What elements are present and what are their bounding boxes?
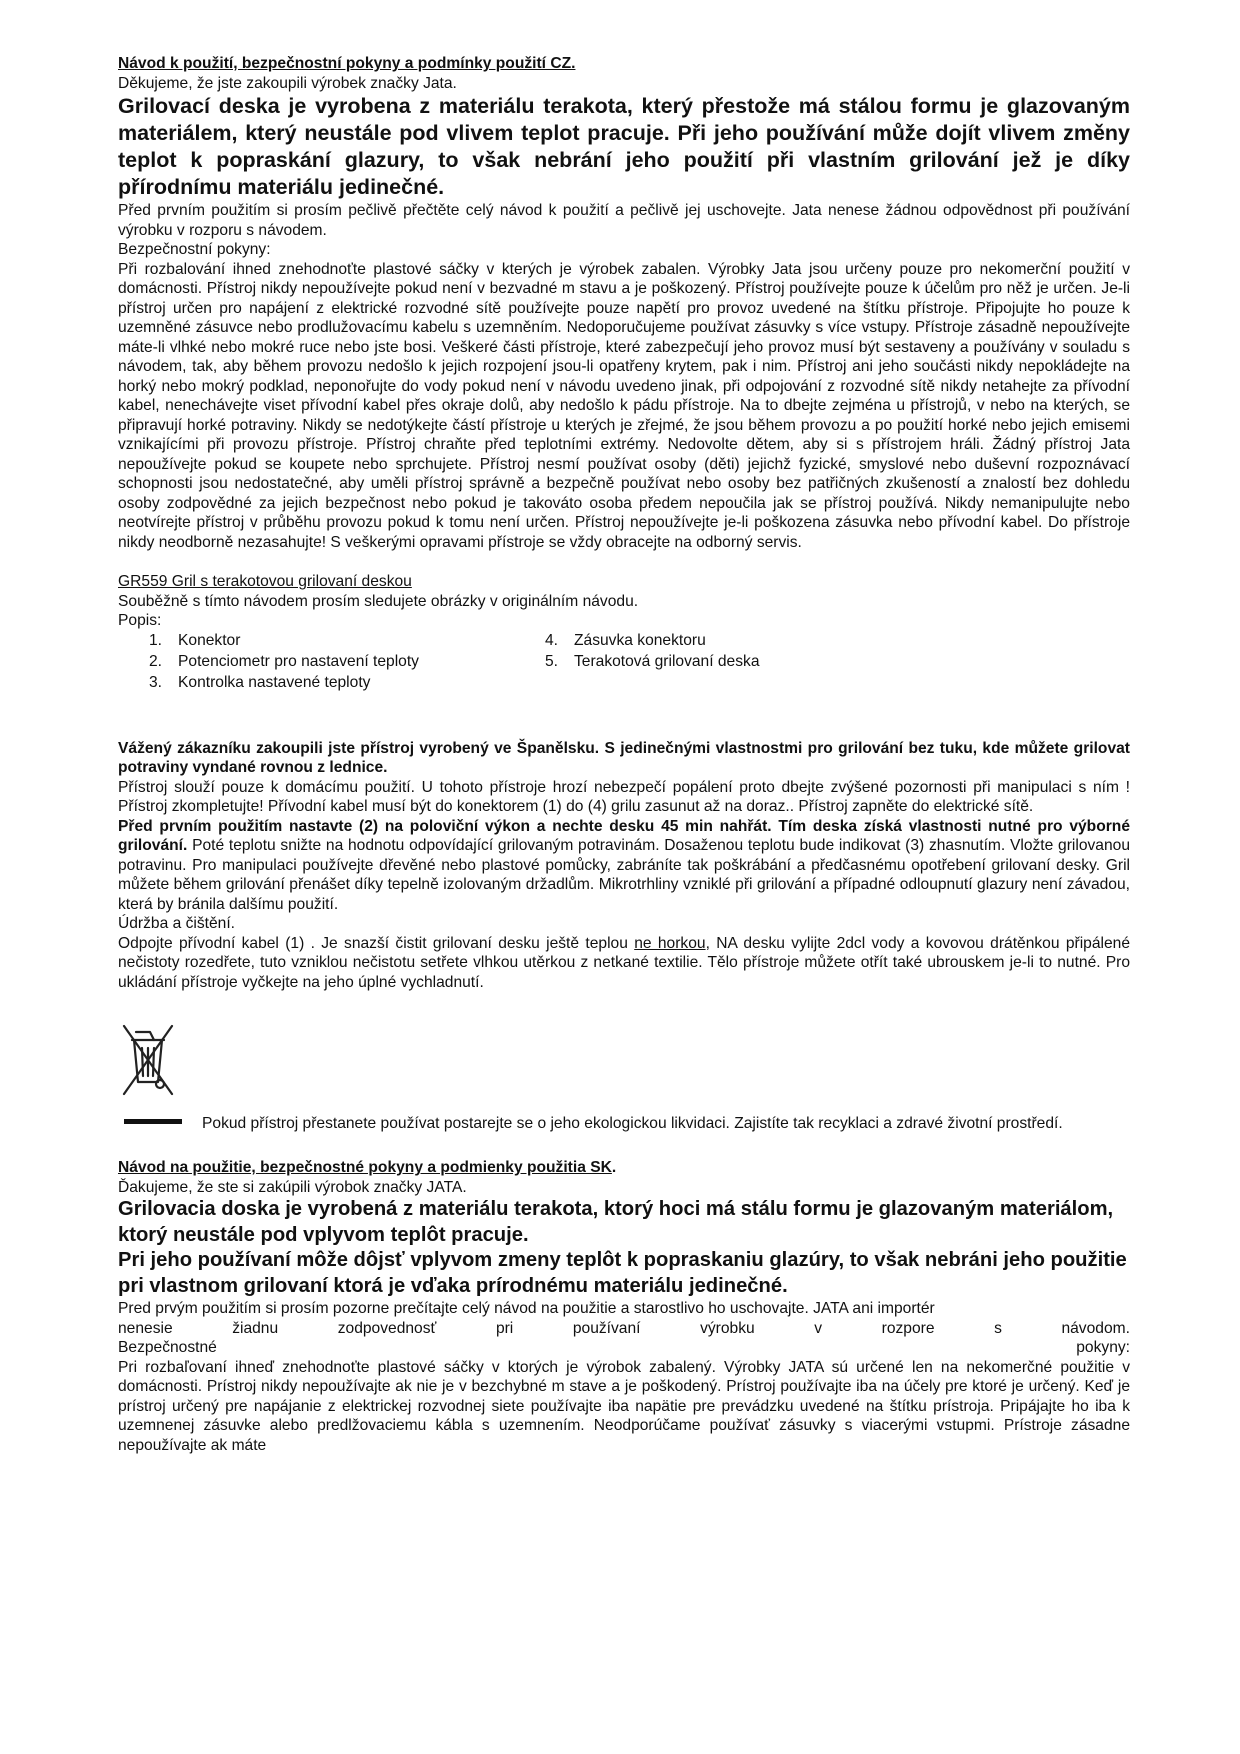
parts-list: [118, 631, 1130, 695]
cz-product-title: GR559 Gril s terakotovou grilovaní deskou: [118, 573, 412, 590]
part-item: 5. Terakotová grilovaní deska: [544, 652, 760, 670]
cz-thanks: Děkujeme, že jste zakoupili výrobek značky Jata.: [118, 74, 457, 92]
cz-usage-text: Přístroj slouží pouze k domácímu použití. U tohoto přístroje hrozí nebezpečí popálení proto dbejte zvýšené pozornosti při manipulaci s ním ! Přístroj zkompletujte! Přívodní kabel musí být do konektorem (1) do (4) grilu zasunut až na doraz.. Přístroj zapněte do elektrické sítě.: [118, 778, 1130, 815]
sk-intro: Pred prvým použitím si prosím pozorne prečítajte celý návod na použitie a starostlivo ho uschovajte. JATA ani importér: [118, 1300, 935, 1317]
cz-customer-note: Vážený zákazníku zakoupili jste přístroj vyrobený ve Španělsku. S jedinečnými vlastnostmi pro grilování bez tuku, kde můžete grilovat potraviny vyndané rovnou z lednice.: [118, 739, 1130, 776]
cz-first-use: Před prvním použitím nastavte (2) na poloviční výkon a nechte desku 45 min nahřát. Tím deska získá vlastnosti nutné pro výborné grilování. Poté teplotu snižte na hodnotu odpovídající grilovaným potravinám. Dosaženou teplotu bude indikovat (3) zhasnutím. Vložte grilovanou potravinu. Pro manipulaci používejte dřevěné nebo plastové pomůcky, zabráníte tak poškrábání a předčasnému opotřebení grilovaní desky. Gril můžete během grilování přenášet díky tepelně izolovaným držadlům. Mikrotrhliny vzniklé při grilování a případné odloupnutí glazury není závadou, která by bránila dalšímu použití.: [118, 817, 1130, 913]
part-item: 4. Zásuvka konektoru: [544, 631, 706, 649]
part-item: 1. Konektor: [148, 631, 241, 649]
cz-maintenance-label: Údržba a čištění.: [118, 915, 236, 932]
sk-safety-text: Pri rozbaľovaní ihneď znehodnoťte plastové sáčky v ktorých je výrobok zabalený. Výrobky JATA sú určené len na nekomerčné použitie v domácnosti. Prístroj nikdy nepoužívajte ak nie je v bezchybné m stave a je poškodený. Prístroj používajte iba na účely pre ktoré je určený. Keď je prístroj určený pre napájanie z elektrickej rozvodnej siete používajte iba napätie pre prevádzku uvedené na štítku prístroja. Pripájajte ho iba k uzemnenej zásuvke alebo predlžovaciemu kábla s uzemnením. Neodporúčame používať zásuvky s viacerými vstupmi. Prístroje zásadne nepoužívajte ak máte: [118, 1358, 1130, 1454]
cz-safety-text: Při rozbalování ihned znehodnoťte plastové sáčky v kterých je výrobek zabalen. Výrobky Jata jsou určeny pouze pro nekomerční použití v domácnosti. Přístroj nikdy nepoužívejte pokud není v bezvadné m stavu a je poškozený. Přístroj používejte pouze k účelům pro něž je určen. Je-li přístroj určen pro napájení z elektrické rozvodné sítě používejte pouze napětí pro provoz uvedené na štítku přístroje. Připojujte ho pouze k uzemněné zásuvce nebo prodlužovacímu kabelu s uzemněním. Nedoporučujeme používat zásuvky s více vstupy. Přístroje zásadně nepoužívejte máte-li vlhké nebo mokré ruce nebo jste bosi. Veškeré části přístroje, které zabezpečují jeho provoz musí být sestaveny a používány v souladu s návodem, tak, aby během provozu nedošlo k jejich rozpojení jsou-li opatřeny krytem, pak i nim. Přístroj ani jeho součásti nikdy nepokládejte na horký nebo mokrý podklad, neponořujte do vody pokud není v návodu uvedeno jinak, při odpojování z rozvodné sítě nikdy netahejte za přívodní kabel, nenechávejte viset přívodní kabel přes okraje dolů, aby nedošlo k pádu přístroje. Na to dbejte zejména u přístrojů, v nebo na kterých, se připravují horké potraviny. Nikdy se nedotýkejte částí přístroje u kterých je zřejmé, že jsou během provozu a po použití horké nebo jejich emisemi vznikajícími při provozu přístroje. Přístroj chraňte před teplotními extrémy. Nedovolte dětem, aby si s přístrojem hráli. Žádný přístroj Jata nepoužívejte pokud se koupete nebo sprchujete. Přístroj nesmí používat osoby (děti) jejichž fyzické, smyslové nebo duševní rozpoznávací schopnosti jsou nedostatečné, aby uměli přístroj správně a bezpečně používat nebo osoby bez patřičných zkušeností a znalostí bez dohledu osoby zodpovědné za jejich bezpečnost nebo pokud je takováto osoba předem nepoučila jak se přístroj používá. Nikdy nemanipulujte nebo neotvírejte přístroj v průběhu provozu pokud k tomu není určen. Přístroj nepoužívejte je-li poškozena zásuvka nebo přívodní kabel. Do přístroje nikdy neodborně nezasahujte! S veškerými opravami přístroje se vždy obracejte na odborný servis.: [118, 260, 1130, 551]
sk-safety-label: Bezpečnostné pokyny:: [118, 1339, 1130, 1356]
cz-heading: Návod k použití, bezpečnostní pokyny a podmínky použití CZ.: [118, 55, 576, 72]
disposal-section: [118, 1018, 1130, 1158]
manual-page: [118, 54, 1130, 1455]
part-item: 3. Kontrolka nastavené teploty: [148, 673, 371, 691]
cz-cleaning-text: Odpojte přívodní kabel (1) . Je snazší čistit grilovaní desku ještě teplou ne horkou, NA desku vylijte 2dcl vody a kovovou drátěnkou připálené nečistoty rozedřete, tuto vzniklou nečistotu setřete vlhkou utěrkou z netkané textilie. Tělo přístroje můžete otřít také ubrouskem je-li to nutné. Pro ukládání přístroje vyčkejte na jeho úplné vychladnutí.: [118, 934, 1131, 991]
sk-intro-line-2: nenesie žiadnu zodpovednosť pri používaní výrobku v rozpore s návodom.: [118, 1319, 1130, 1337]
cz-warning: Grilovací deska je vyrobena z materiálu terakota, který přestože má stálou formu je glazovaným materiálem, který neustále pod vlivem teplot pracuje. Při jeho používání může dojít vlivem změny teplot k popraskání glazury, to však nebrání jeho použití při vlastním grilování jež je díky přírodnímu materiálu jedinečné.: [118, 94, 1130, 199]
cz-disposal-text: Pokud přístroj přestanete používat postarejte se o jeho ekologickou likvidaci. Zajistíte tak recyklaci a zdravé životní prostředí.: [202, 1115, 1063, 1132]
cz-follow-images: Souběžně s tímto návodem prosím sledujete obrázky v originálním návodu.: [118, 592, 639, 610]
sk-thanks: Ďakujeme, že ste si zakúpili výrobok značky JATA.: [118, 1178, 467, 1196]
sk-warning-1: Grilovacia doska je vyrobená z materiálu terakota, ktorý hoci má stálu formu je glazovaným materiálom, ktorý neustále pod vplyvom teplôt pracuje.: [118, 1198, 1114, 1246]
cz-intro: Před prvním použitím si prosím pečlivě přečtěte celý návod k použití a pečlivě jej uschovejte. Jata nenese žádnou odpovědnost při používání výrobku v rozporu s návodem.: [118, 202, 1130, 239]
sk-warning-2: Pri jeho používaní môže dôjsť vplyvom zmeny teplôt k popraskaniu glazúry, to však nebráni jeho použitie pri vlastnom grilovaní ktorá je vďaka prírodnému materiálu jedinečné.: [118, 1249, 1127, 1297]
cz-safety-label: Bezpečnostní pokyny:: [118, 241, 271, 258]
crossed-out-wheelie-bin-icon: [118, 1018, 178, 1102]
sk-heading: Návod na použitie, bezpečnostné pokyny a podmienky použitia SK.: [118, 1159, 617, 1176]
cz-description-label: Popis:: [118, 612, 162, 629]
part-item: 2. Potenciometr pro nastavení teploty: [148, 652, 419, 670]
